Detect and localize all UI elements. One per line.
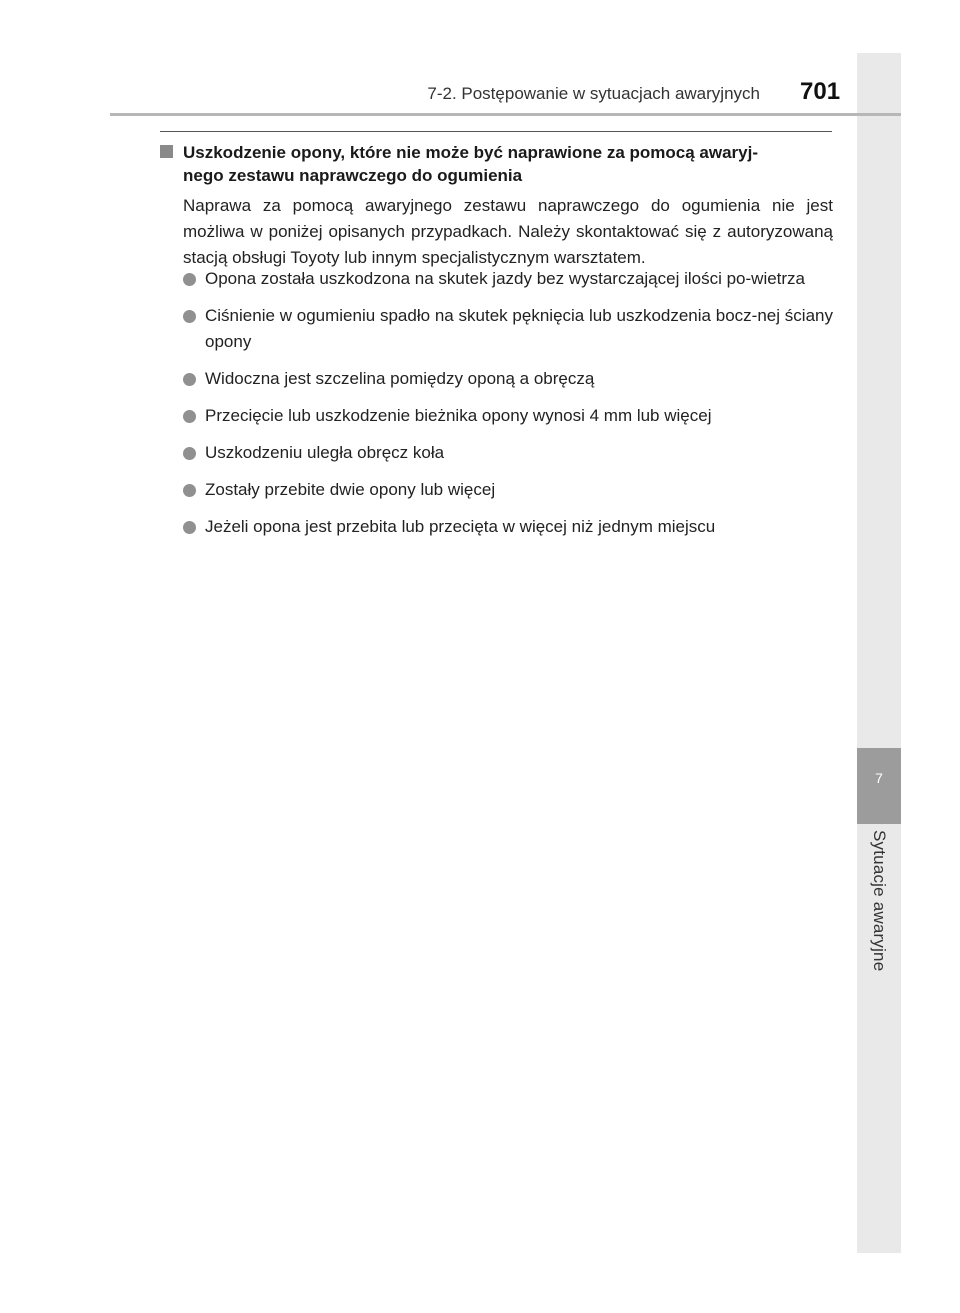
list-item-text: Ciśnienie w ogumieniu spadło na skutek pęknięcia lub uszkodzenia bocz-nej ściany opony — [205, 306, 833, 351]
circle-bullet-icon — [183, 373, 196, 386]
list-item — [183, 440, 833, 466]
list-item — [183, 477, 833, 503]
side-tab-strip — [857, 53, 901, 1253]
section-title-line2: nego zestawu naprawczego do ogumienia — [183, 166, 523, 185]
chapter-number: 7 — [875, 770, 883, 786]
circle-bullet-icon — [183, 484, 196, 497]
bullet-list — [183, 266, 833, 551]
circle-bullet-icon — [183, 273, 196, 286]
header-section-title: 7-2. Postępowanie w sytuacjach awaryjnych — [427, 84, 760, 103]
circle-bullet-icon — [183, 447, 196, 460]
page-number: 701 — [800, 78, 841, 105]
chapter-label: Sytuacje awaryjne — [870, 830, 889, 972]
square-bullet-icon — [160, 145, 173, 158]
circle-bullet-icon — [183, 410, 196, 423]
circle-bullet-icon — [183, 310, 196, 323]
section-title-rule — [160, 131, 832, 132]
list-item — [183, 303, 833, 355]
list-item — [183, 514, 833, 540]
list-item — [183, 403, 833, 429]
chapter-number-tab — [857, 748, 901, 824]
list-item-text: Uszkodzeniu uległa obręcz koła — [205, 443, 445, 462]
list-item-text: Jeżeli opona jest przebita lub przecięta w więcej niż jednym miejscu — [205, 517, 716, 536]
list-item-text: Zostały przebite dwie opony lub więcej — [205, 480, 496, 499]
list-item-text: Opona została uszkodzona na skutek jazdy bez wystarczającej ilości po-wietrza — [205, 269, 806, 288]
section-title — [160, 141, 832, 187]
list-item — [183, 366, 833, 392]
intro-paragraph: Naprawa za pomocą awaryjnego zestawu naprawczego do ogumienia nie jest możliwa w poniżej opisanych przypadkach. Należy skontaktować się z autoryzowaną stacją obsługi Toyoty lub innym specjalistycznym warsztatem. — [183, 196, 833, 267]
section-title-line1: Uszkodzenie opony, które nie może być naprawione za pomocą awaryj- — [183, 143, 758, 162]
circle-bullet-icon — [183, 521, 196, 534]
header-rule — [110, 113, 901, 116]
list-item-text: Widoczna jest szczelina pomiędzy oponą a obręczą — [205, 369, 595, 388]
list-item — [183, 266, 833, 292]
list-item-text: Przecięcie lub uszkodzenie bieżnika opony wynosi 4 mm lub więcej — [205, 406, 712, 425]
